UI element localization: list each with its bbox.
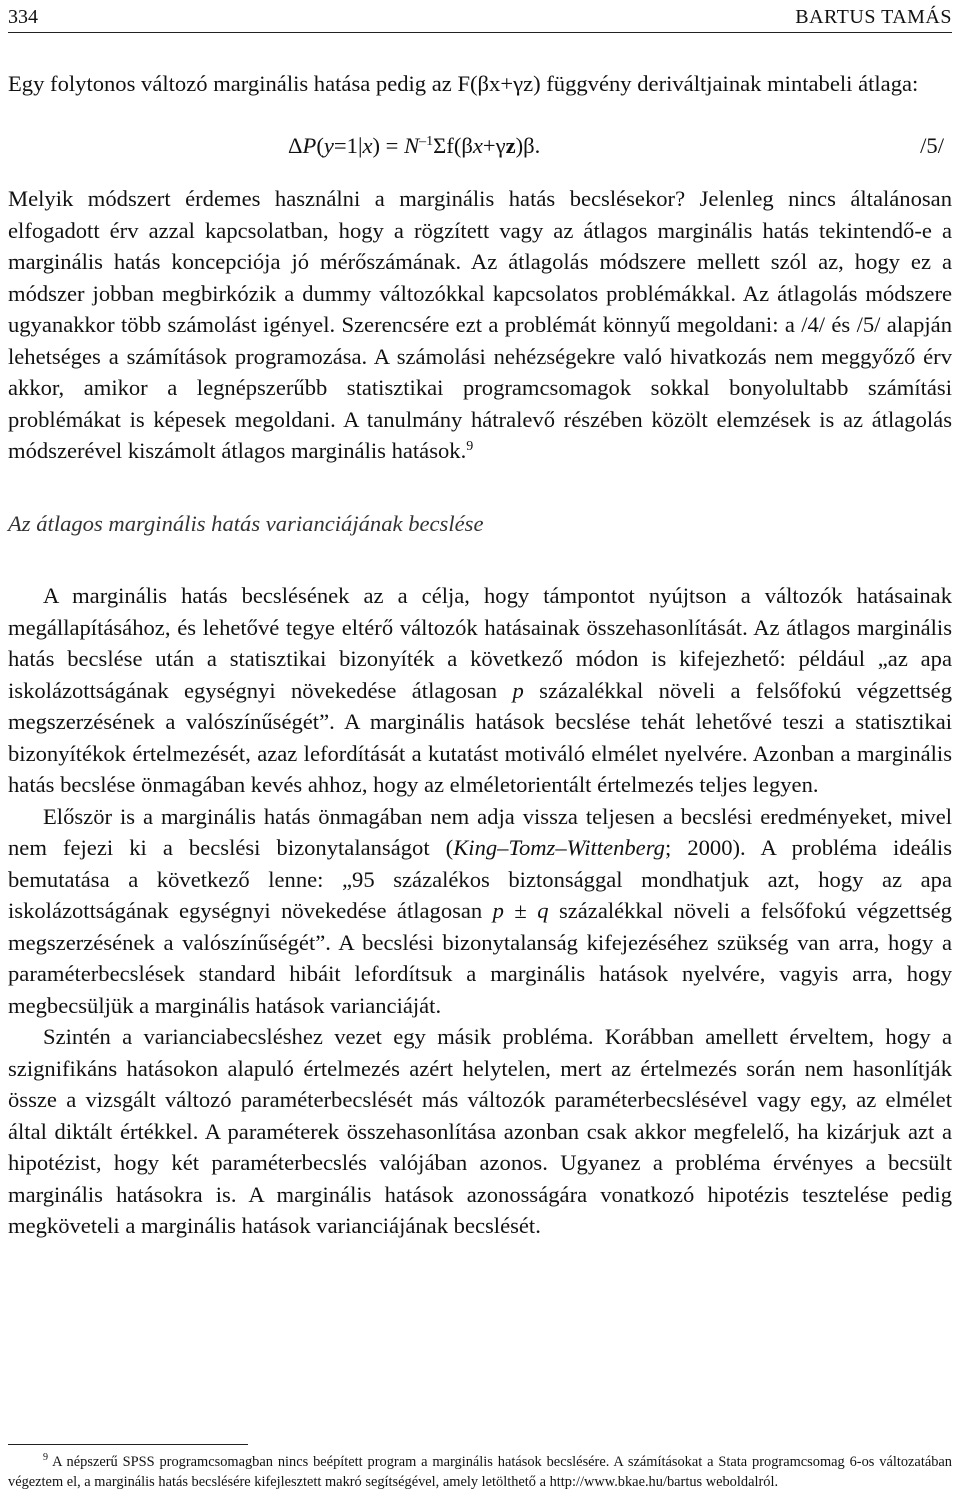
eq-p: P bbox=[302, 132, 317, 158]
page-body bbox=[8, 68, 952, 1242]
page-number: 334 bbox=[8, 6, 38, 28]
footnote bbox=[8, 1453, 952, 1492]
footnote-rule bbox=[8, 1444, 248, 1445]
eq-n: N bbox=[404, 132, 420, 158]
p4-text-c: százalékkal növeli a felsőfokú végzettség megszerzésének a valószínűségét”. A becslési bizonytalanság kifejezéséhez szükség van arra, hogy a paraméterbecslések standard hibáit lefordítsuk a marginális hatások nyelvére, vagyis arra, hogy megbecsüljük a marginális hatások varianciáját. bbox=[8, 898, 952, 1018]
eq-rhs-c: +γ bbox=[482, 132, 506, 158]
equation-5 bbox=[8, 130, 952, 162]
eq-delta: Δ bbox=[288, 132, 303, 158]
footnote-text: A népszerű SPSS programcsomagban nincs beépített program a marginális hatások becslésére. A számításokat a Stata programcsomag 6-os változatában végeztem el, a marginális hatás becslésére kifejlesztett makró segítségével, amely letölthető a http://www.bkae.hu/bartus weboldalról. bbox=[8, 1454, 952, 1490]
p4-text-a: Először is a marginális hatás önmagában nem adja vissza teljesen a becslési eredményeket, mivel nem fejezi ki a becslési bizonytalanságot ( bbox=[8, 803, 952, 860]
running-title: BARTUS TAMÁS bbox=[795, 6, 952, 28]
eq-y: y bbox=[323, 132, 334, 158]
citation: King–Tomz–Wittenberg bbox=[453, 835, 665, 860]
equation-number: /5/ bbox=[920, 132, 944, 158]
p4-text-b: ; 2000). A probléma ideális bemutatása a következő lenne: „95 százalékos biztonsággal mondhatjuk azt, hogy az apa iskolázottságának egységnyi növekedése átlagosan bbox=[8, 835, 952, 923]
eq-rhs-a: ) = bbox=[372, 132, 405, 158]
eq-z: z bbox=[505, 132, 516, 158]
p3-var-p: p bbox=[512, 677, 524, 703]
eq-paren: ( bbox=[316, 132, 324, 158]
eq-rhs-b: Σf(β bbox=[433, 132, 473, 158]
p4-plus-minus: ± bbox=[503, 898, 538, 923]
eq-condition: =1| bbox=[333, 132, 363, 158]
paragraph-method bbox=[8, 183, 952, 467]
eq-rhs-d: )β. bbox=[515, 132, 541, 158]
paragraph-method-text: Melyik módszert érdemes használni a marginális hatás becslésekor? Jelenleg nincs általánosan elfogadott érv azzal kapcsolatban, hogy a rögzített vagy az átlagos marginális hatás tekintendő-e a marginális hatás koncepciója jó mérőszámának. Az átlagolás módszere mellett szól az, hogy ez a módszer jobban megbirkózik a dummy változókkal kapcsolatos problémákkal. Az átlagolás módszere ugyanakkor több számolást igényel. Szerencsére ezt a problémát könnyű megoldani: a /4/ és /5/ alapján lehetséges a számítások programozása. A számolási nehézségekre való hivatkozás nem meggyőző érv akkor, amikor a legnépszerűbb statisztikai programcsomagok sokkal bonyolultabb számítási problémákat is képesek megoldani. A tanulmány hátralevő részében közölt elemzések is az átlagolás módszerével kiszámolt átlagos marginális hatások. bbox=[8, 186, 952, 463]
equation-expression bbox=[288, 130, 540, 162]
paragraph-intro: Egy folytonos változó marginális hatása pedig az F(βx+γz) függvény deriváltjainak mintabeli átlaga: bbox=[8, 71, 919, 96]
eq-exponent: –1 bbox=[419, 133, 434, 149]
running-header bbox=[8, 2, 952, 33]
footnote-marker: 9 bbox=[43, 1452, 48, 1463]
eq-x: x bbox=[362, 132, 373, 158]
paragraph-variance: Szintén a varianciabecsléshez vezet egy másik probléma. Korábban amellett érveltem, hogy a szignifikáns hatásokon alapuló értelmezés azért helytelen, mert az értelmezés során nem hasonlítják össze a vizsgált változó paraméterbecslését más változók paraméterbecslésével vagy egy, az elmélet által diktált értékkel. A paraméterek összehasonlítása azonban csak akkor megfelelő, ha kizárjuk azt a hipotézist, hogy két paraméterbecslés valójában azonos. Ugyanez a probléma érvényes a becsült marginális hatásokra is. A marginális hatások azonosságára vonatkozó hipotézis tesztelése pedig megköveteli a marginális hatások varianciájának becslését. bbox=[8, 1024, 952, 1238]
p4-var-q: q bbox=[537, 898, 549, 923]
footnote-ref[interactable]: 9 bbox=[466, 439, 474, 454]
paragraph-purpose bbox=[8, 580, 952, 801]
section-heading: Az átlagos marginális hatás varianciájának becslése bbox=[8, 510, 484, 536]
eq-x2: x bbox=[472, 132, 483, 158]
p3-text-b: százalékkal növeli a felsőfokú végzettség megszerzésének a valószínűségét”. A marginális hatások becslése tehát lehetővé teszi a statisztikai bizonyítékok értelmezését, azaz lefordítását a kutatást motiváló elmélet nyelvére. Azonban a marginális hatás becslése önmagában kevés ahhoz, hogy az elméletorientált értelmezés teljes legyen. bbox=[8, 677, 952, 797]
p3-text-a: A marginális hatás becslésének az a célja, hogy támpontot nyújtson a változók hatásainak megállapításához, és lehetővé tegye eltérő változók hatásainak összehasonlítását. Az átlagos marginális hatás becslése után a statisztikai bizonyíték a következő módon is kifejezhető: például „az apa iskolázottságának egységnyi növekedése átlagosan bbox=[8, 583, 952, 703]
paragraph-uncertainty bbox=[8, 801, 952, 1022]
p4-var-p: p bbox=[492, 898, 504, 923]
